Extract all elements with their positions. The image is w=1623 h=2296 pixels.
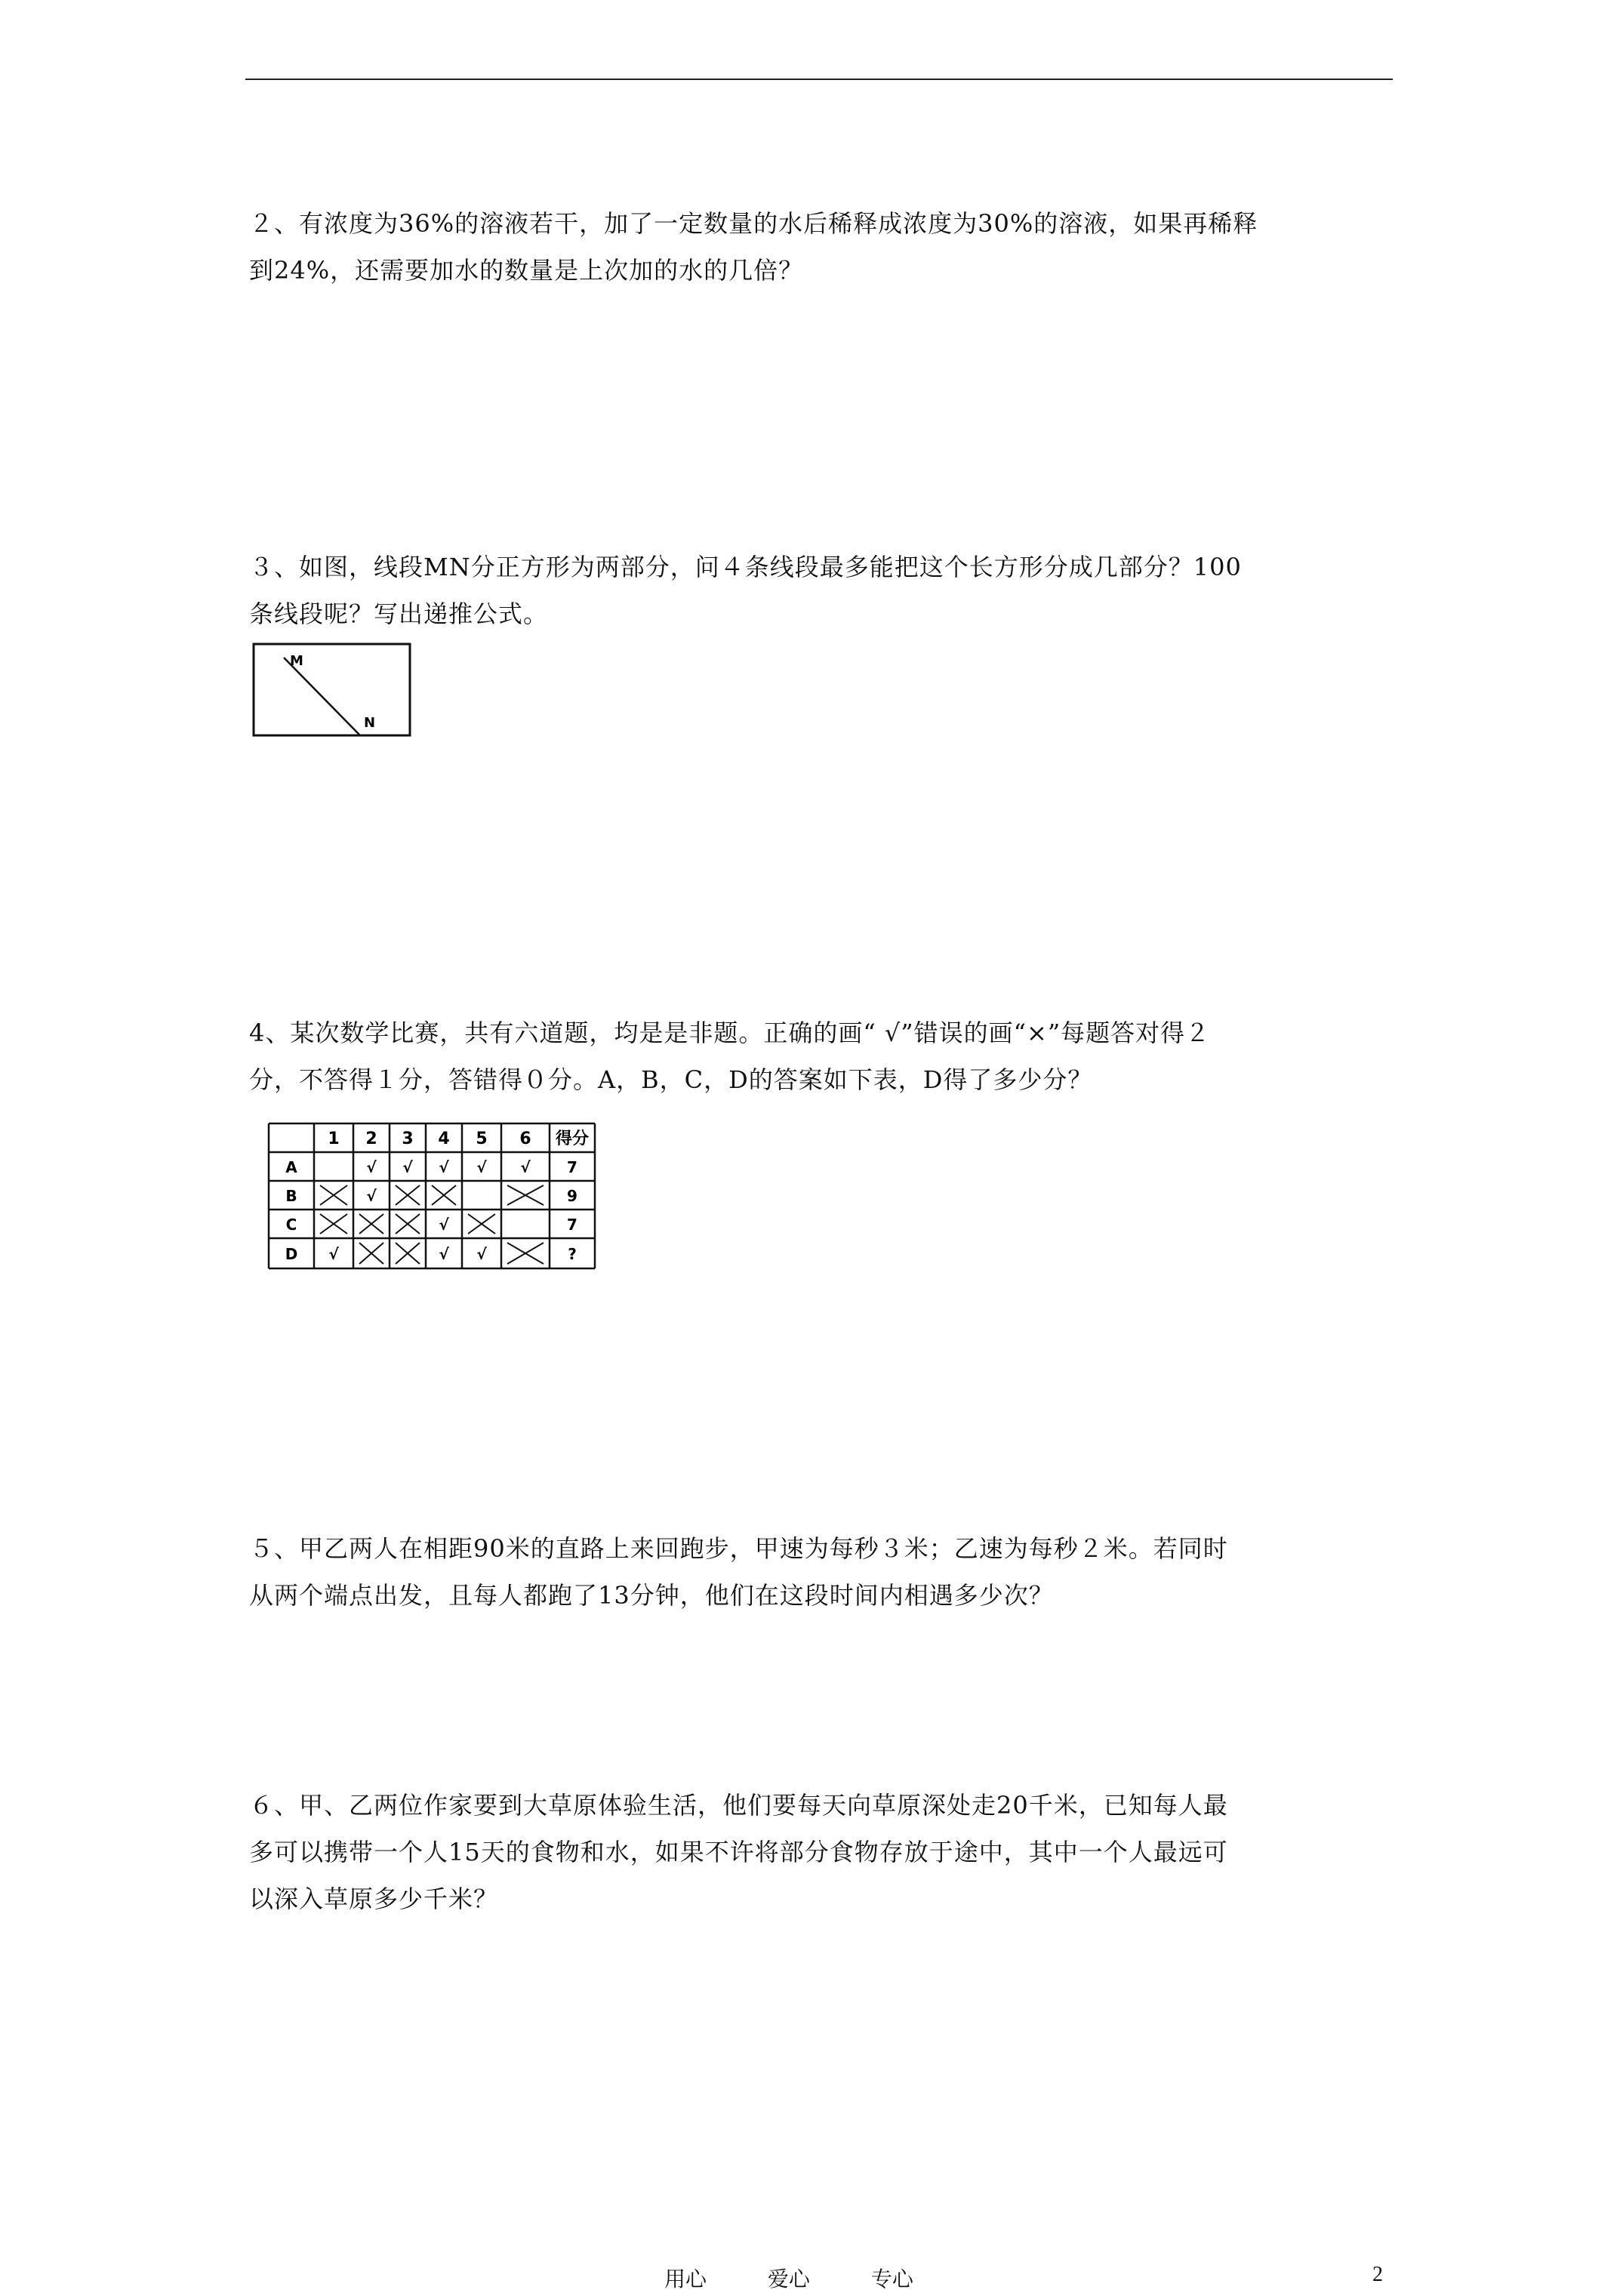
- figure-rectangle: [254, 644, 410, 735]
- question-6-line-1: ６、甲、乙两位作家要到大草原体验生活，他们要每天向草原深处走20千米，已知每人最: [249, 1791, 1228, 1820]
- question-6-line-2: 多可以携带一个人15天的食物和水，如果不许将部分食物存放于途中，其中一个人最远可: [249, 1838, 1228, 1866]
- table-score-cell: 9: [567, 1187, 577, 1205]
- page-number: 2: [1372, 2263, 1383, 2286]
- question-5-line-2: 从两个端点出发，且每人都跑了13分钟，他们在这段时间内相遇多少次？: [249, 1581, 1054, 1610]
- footer-motto: [664, 2263, 968, 2293]
- table-header-cell: 5: [476, 1130, 488, 1148]
- question-2-line-2: 到24%，还需要加水的数量是上次加的水的几倍？: [249, 256, 804, 285]
- table-check-mark: √: [476, 1158, 487, 1176]
- question-4: [249, 1009, 1397, 1103]
- answer-table: [267, 1122, 596, 1271]
- question-3-line-1: ３、如图，线段MN分正方形为两部分，问４条线段最多能把这个长方形分成几部分？100: [249, 553, 1242, 581]
- question-6-line-3: 以深入草原多少千米？: [249, 1885, 499, 1913]
- table-row-label: D: [285, 1245, 298, 1263]
- footer-word-1: 用心: [664, 2267, 707, 2291]
- question-5: [249, 1525, 1397, 1619]
- table-check-mark: √: [476, 1245, 487, 1263]
- table-row-label: A: [285, 1158, 297, 1176]
- question-6: [249, 1782, 1397, 1922]
- mn-rectangle-figure: [252, 643, 411, 737]
- footer-word-2: 爱心: [767, 2267, 810, 2291]
- segment-mn: [284, 658, 359, 735]
- table-score-cell: ?: [568, 1245, 577, 1263]
- table-check-mark: √: [439, 1158, 449, 1176]
- question-5-line-1: ５、甲乙两人在相距90米的直路上来回跑步，甲速为每秒３米；乙速为每秒２米。若同时: [249, 1534, 1228, 1563]
- label-n: N: [364, 715, 376, 731]
- table-check-mark: √: [366, 1158, 377, 1176]
- table-header-cell: 6: [519, 1130, 531, 1148]
- table-check-mark: √: [402, 1158, 413, 1176]
- table-check-mark: √: [439, 1216, 449, 1234]
- table-row-label: C: [285, 1216, 297, 1234]
- table-header-cell: 得分: [555, 1130, 590, 1148]
- table-check-mark: √: [520, 1158, 531, 1176]
- table-check-mark: √: [366, 1187, 377, 1205]
- question-3: [249, 544, 1397, 637]
- table-score-cell: 7: [567, 1216, 577, 1234]
- label-m: M: [290, 653, 303, 669]
- table-header-cell: 3: [402, 1130, 414, 1148]
- question-2-line-1: ２、有浓度为36%的溶液若干，加了一定数量的水后稀释成浓度为30%的溶液，如果再稀释: [249, 209, 1258, 238]
- question-4-line-2: 分，不答得１分，答错得０分。A，B，C，D的答案如下表，D得了多少分？: [249, 1065, 1093, 1094]
- table-header-cell: 1: [328, 1130, 340, 1148]
- table-check-mark: √: [439, 1245, 449, 1263]
- table-check-mark: √: [328, 1245, 339, 1263]
- question-3-line-2: 条线段呢？写出递推公式。: [249, 599, 549, 628]
- question-2: [249, 200, 1397, 294]
- table-header-cell: 2: [365, 1130, 377, 1148]
- footer-word-3: 专心: [870, 2267, 913, 2291]
- question-4-line-1: 4、某次数学比赛，共有六道题，均是是非题。正确的画“ √”错误的画“×”每题答对得２: [249, 1019, 1211, 1047]
- header-rule: [245, 79, 1393, 80]
- table-header-cell: 4: [438, 1130, 450, 1148]
- table-row-label: B: [285, 1187, 297, 1205]
- table-score-cell: 7: [567, 1158, 577, 1176]
